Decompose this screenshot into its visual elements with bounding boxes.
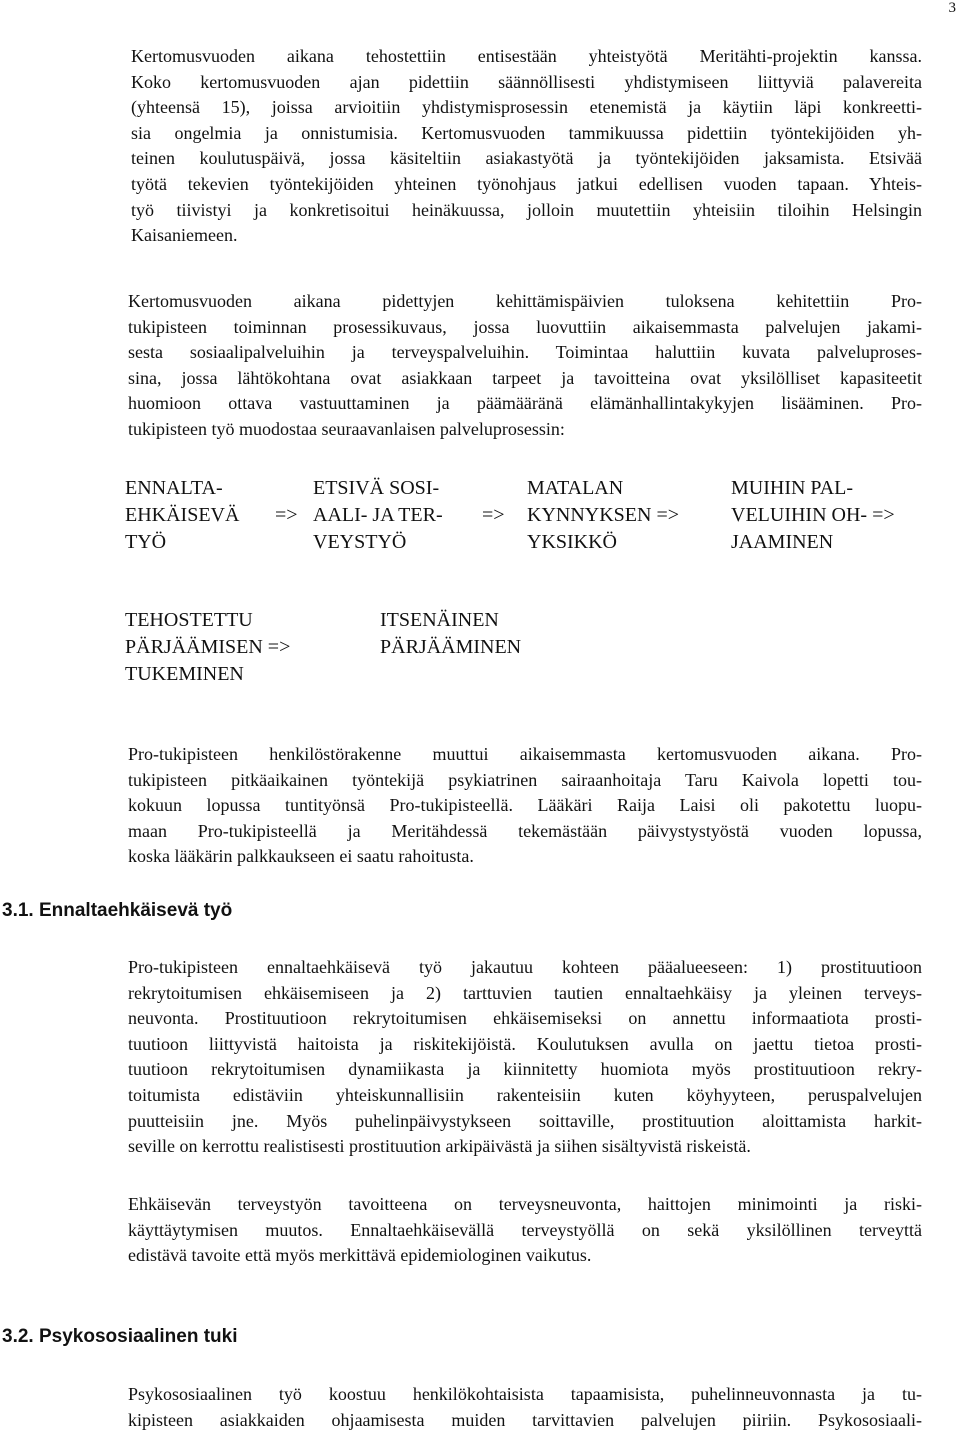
text-line: seville on kerrottu realistisesti prostituution arkipäivästä ja siihen sisältyvistä riskeistä. [128,1136,751,1157]
text-line: kipisteen asiakkaiden ohjaamisesta muiden tarvittavien palvelujen piiriin. Psykososiaali- [128,1409,922,1430]
flow-line: PÄRJÄÄMISEN => [125,636,291,658]
text-line: työ tiivistyi ja konkretisoitui heinäkuussa, jolloin muutettiin yhteisiin tiloihin Helsingin [131,199,922,220]
text-line: Kertomusvuoden aikana tehostettiin entisestään yhteistyötä Meritähti-projektin kanssa. [131,46,922,66]
paragraph-process-description [128,289,922,443]
flow-arrow: => [482,504,505,526]
text-line: maan Pro-tukipisteellä ja Meritähdessä tekemästään päivystystyöstä vuoden lopussa, [128,820,922,841]
text-line: tuutioon liittyvistä haitoista ja riskitekijöistä. Koulutuksen avulla on jaettu tietoa prosti- [128,1033,922,1054]
flow-line: TUKEMINEN [125,663,244,685]
text-line: huomioon ottava vastuuttaminen ja päämääränä elämänhallintakykyjen lisääminen. Pro- [128,393,922,414]
text-line: toitumista edistäviin yhteiskunnallisiin rakenteisiin kuten köyhyyteen, peruspalvelujen [128,1084,922,1105]
process-step-coping-support [125,607,290,688]
flow-line: TYÖ [125,531,167,553]
paragraph-staff-changes [128,742,922,870]
flow-line: VELUIHIN OH- => [731,504,895,526]
text-line: kokuun lopussa tuntityönsä Pro-tukipisteellä. Lääkäri Raija Laisi oli pakotettu luopu- [128,795,922,816]
text-line: Pro-tukipisteen henkilöstörakenne muuttui aikaisemmasta kertomusvuoden aikana. Pro- [128,744,922,764]
flow-line: TEHOSTETTU [125,609,253,631]
flow-line: MUIHIN PAL- [731,477,854,499]
text-line: tukipisteen pitkäaikainen työntekijä psykiatrinen sairaanhoitaja Taru Kaivola lopetti tou- [128,769,922,790]
text-line: Kertomusvuoden aikana pidettyjen kehittämispäivien tuloksena kehitettiin Pro- [128,291,922,311]
text-line: sesta sosiaalipalveluihin ja terveyspalveluihin. Toimintaa haluttiin kuvata palveluproses- [128,342,922,363]
text-line: Pro-tukipisteen ennaltaehkäisevä työ jakautuu kohteen pääalueeseen: 1) prostituutioon [128,957,922,977]
text-line: tuutioon rekrytoitumisen dynamiikasta ja kiinnitetty huomiota myös prostituutioon rekry- [128,1059,922,1080]
text-line: käyttäytymisen muutos. Ennaltaehkäisevällä terveystyöllä on sekä yksilöllinen terveyttä [128,1219,922,1240]
text-line: Kaisaniemeen. [131,225,238,246]
paragraph-health-work [128,1192,922,1269]
flow-line: JAAMINEN [731,531,834,553]
text-line: neuvonta. Prostituutioon rekrytoitumisen ehkäisemiseksi on annettu informaatiota prosti- [128,1008,922,1029]
text-line: sia ongelmia ja onnistumisia. Kertomusvuoden tammikuussa pidettiin työntekijöiden yh- [131,122,922,143]
section-heading-psychosocial-support: 3.2. Psykososiaalinen tuki [2,1326,238,1347]
process-step-independent-coping [380,607,521,661]
flow-line: AALI- JA TER- [313,504,443,526]
flow-line: EHKÄISEVÄ [125,504,240,526]
flow-line: MATALAN [527,477,624,499]
text-line: rekrytoitumisen ehkäisemiseen ja 2) tarttuvien tautien ennaltaehkäisy ja yleinen terveys- [128,982,922,1003]
text-line: edistävä tavoite että myös merkittävä epidemiologinen vaikutus. [128,1245,592,1266]
process-step-low-threshold [527,475,679,556]
paragraph-preventive-work [128,955,922,1160]
flow-line: VEYSTYÖ [313,531,407,553]
flow-line: ETSIVÄ SOSI- [313,477,440,499]
paragraph-cooperation [131,44,922,249]
process-step-referral [731,475,895,556]
text-line: tukipisteen toiminnan prosessikuvaus, jossa luovuttiin aikaisemmasta palvelujen jakami- [128,316,922,337]
flow-line: KYNNYKSEN => [527,504,680,526]
text-line: sina, jossa lähtökohtana ovat asiakkaan tarpeet ja tavoitteina ovat yksilölliset kapasiteetit [128,367,922,388]
flow-line: ENNALTA- [125,477,223,499]
flow-line: ITSENÄINEN [380,609,499,631]
text-line: teinen koulutuspäivä, jossa käsiteltiin asiakastyötä ja työntekijöiden jaksamista. Etsivää [131,148,922,169]
flow-line: YKSIKKÖ [527,531,617,553]
page-number: 3 [948,0,956,16]
paragraph-psychosocial-work [128,1382,922,1433]
text-line: työtä tekevien työntekijöiden yhteinen työnohjaus jatkui edellisen vuoden tapaan. Yhteis- [131,173,922,194]
text-line: tukipisteen työ muodostaa seuraavanlaisen palveluprosessin: [128,418,565,439]
text-line: (yhteensä 15), joissa arvioitiin yhdistymisprosessin etenemistä ja käytiin läpi konkreetti- [131,97,922,118]
section-heading-preventive-work: 3.1. Ennaltaehkäisevä työ [2,900,233,921]
flow-arrow: => [275,504,298,526]
text-line: koska lääkärin palkkaukseen ei saatu rahoitusta. [128,846,474,867]
process-step-preventive [125,475,239,556]
text-line: Psykososiaalinen työ koostuu henkilökohtaisista tapaamisista, puhelinneuvonnasta ja tu- [128,1384,922,1404]
text-line: Koko kertomusvuoden ajan pidettiin säännöllisesti yhdistymiseen liittyviä palavereita [131,71,922,92]
process-step-outreach [313,475,443,556]
text-line: Ehkäisevän terveystyön tavoitteena on terveysneuvonta, haittojen minimointi ja riski- [128,1194,922,1214]
text-line: puutteisiin jne. Myös puhelinpäivystykseen soittaville, prostituution aloittamista harkit- [128,1110,922,1131]
flow-line: PÄRJÄÄMINEN [380,636,522,658]
